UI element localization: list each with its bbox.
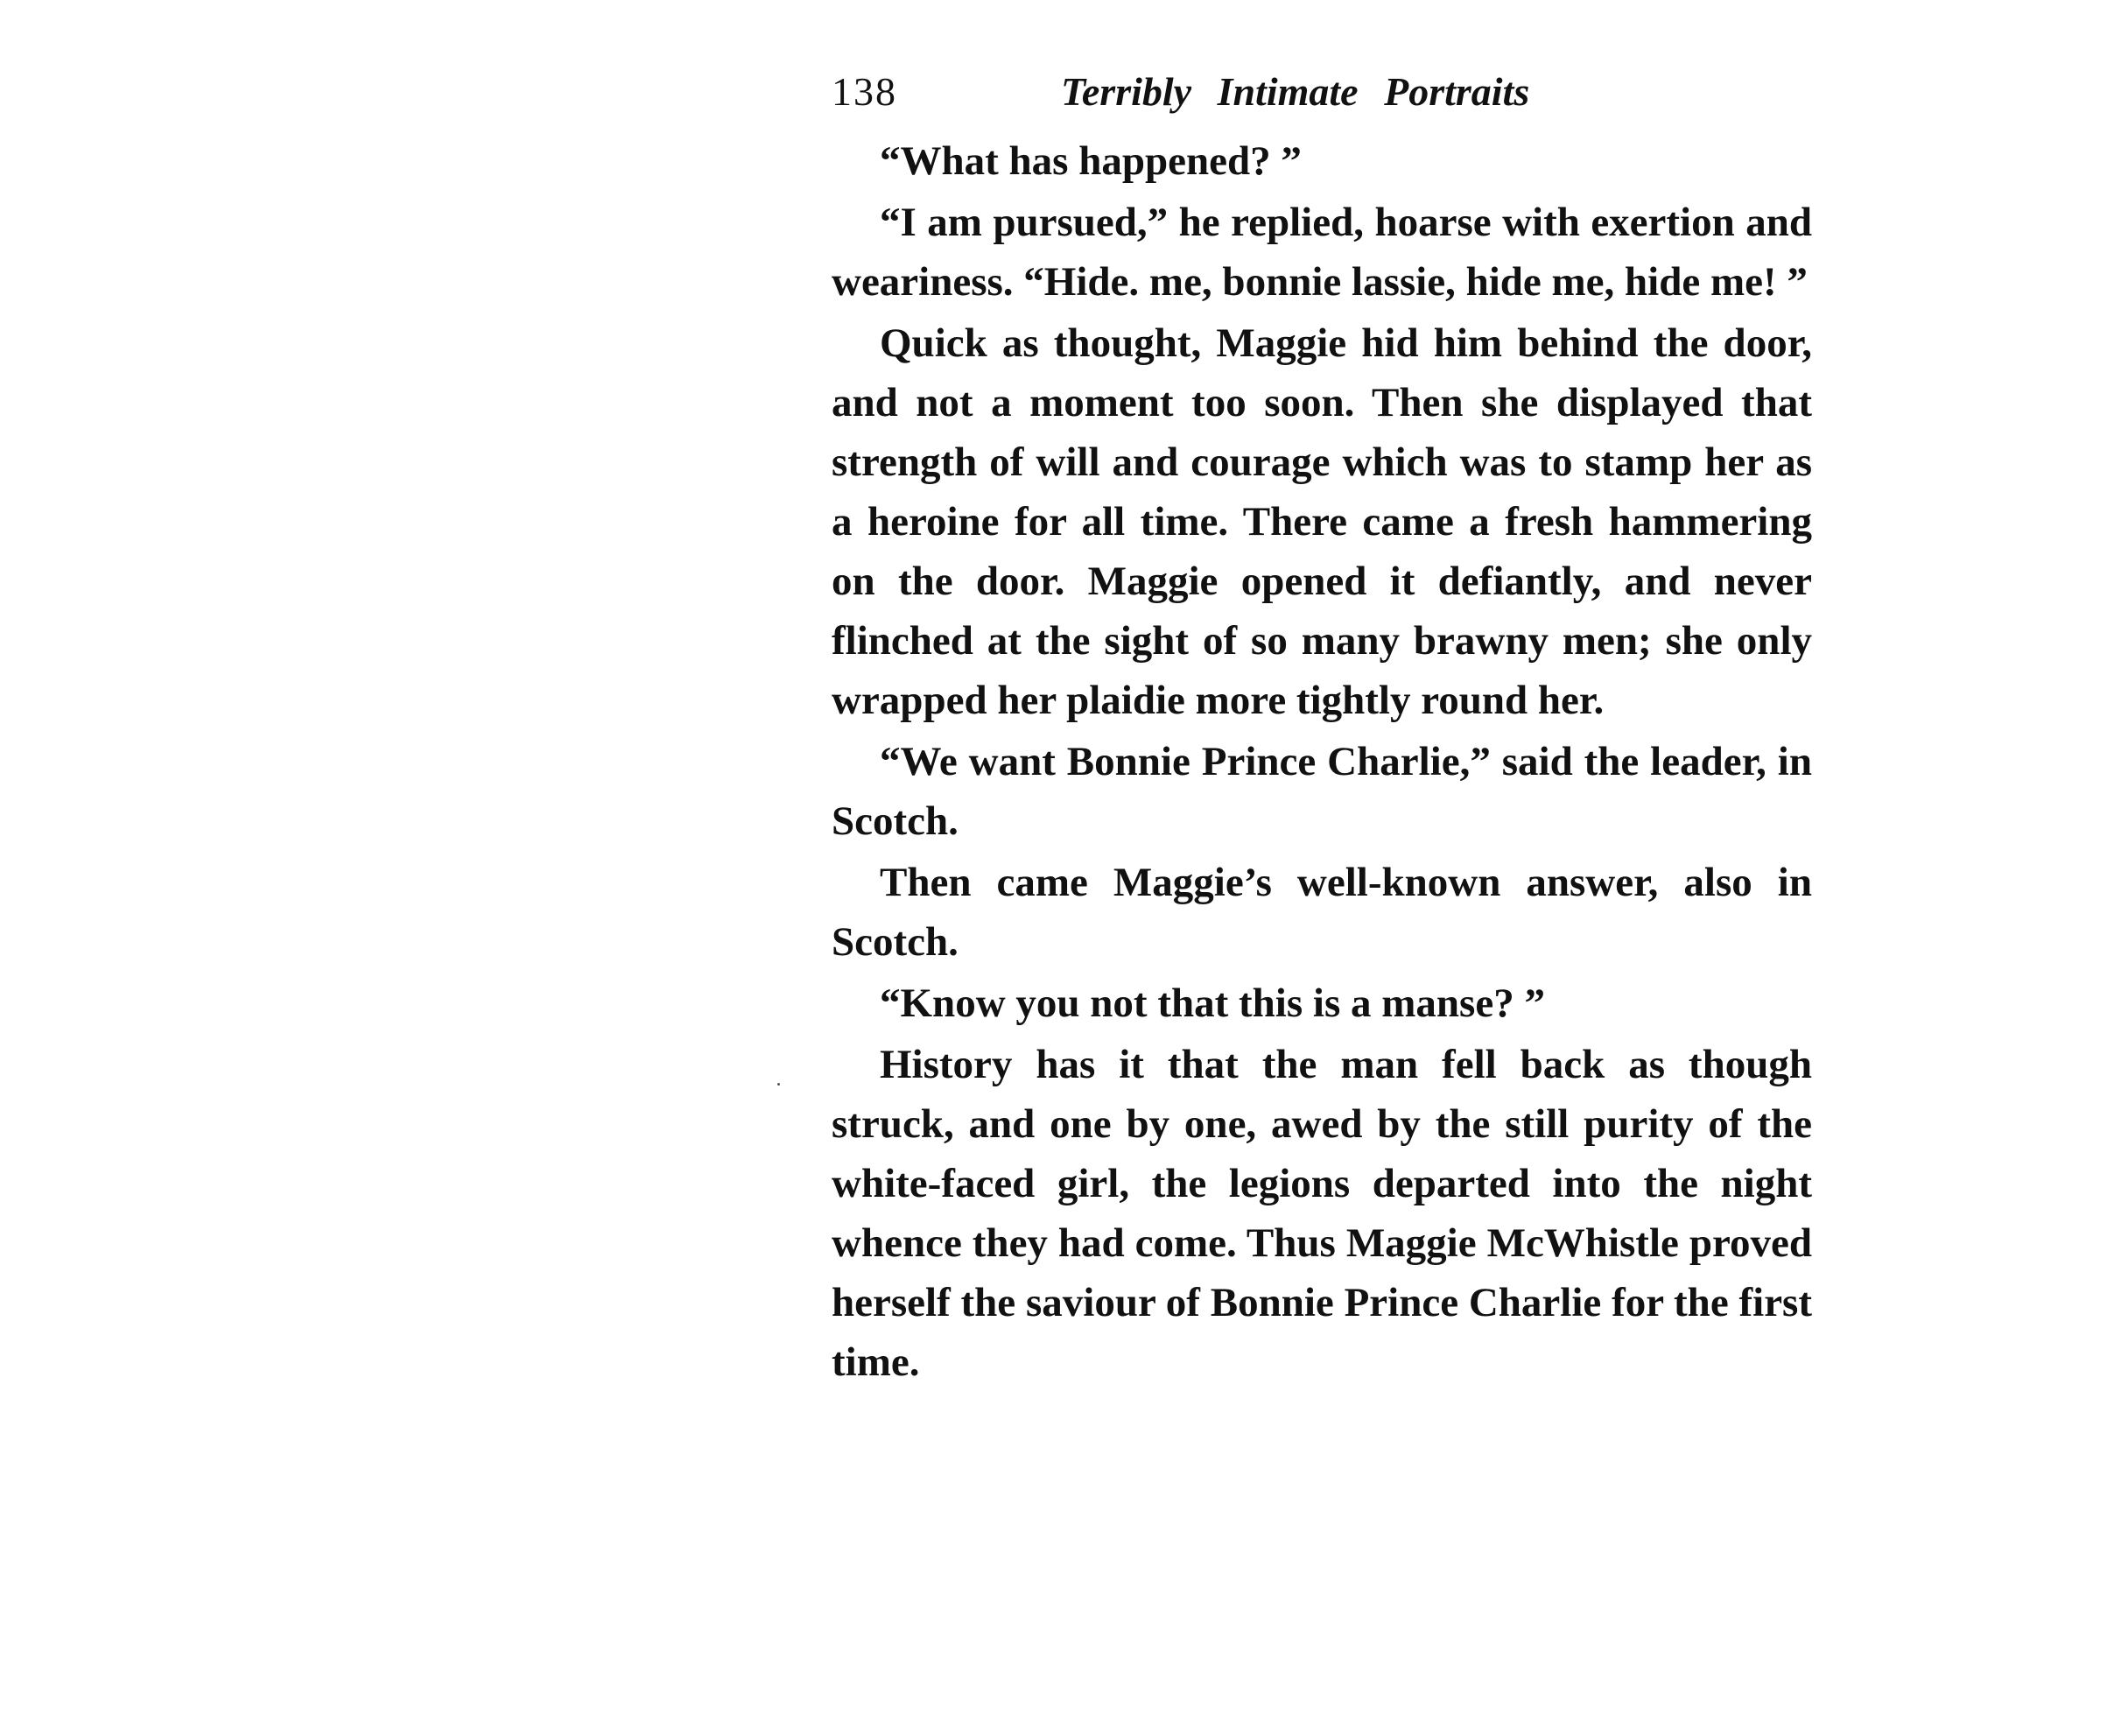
paragraph: “We want Bonnie Prince Charlie,” said the leader, in Scotch.: [832, 739, 1812, 844]
page-number: 138: [832, 69, 897, 114]
paragraph: Then came Maggie’s well-known answer, also in Scotch.: [832, 860, 1812, 965]
paragraph: Quick as thought, Maggie hid him behind the door, and not a moment too soon. Then she displayed that strength of will and courage which was to stamp her as a heroine for all time. There came a fresh hammering on the door. Maggie opened it defiantly, and never flinched at the sight of so many brawny men; she only wrapped her plaidie more tightly round her.: [832, 320, 1812, 723]
paragraph: “What has happened? ”: [880, 138, 1302, 184]
paragraph: “Know you not that this is a manse? ”: [880, 980, 1545, 1026]
page-body: [832, 131, 1812, 1392]
page-header: [832, 61, 1812, 123]
running-title: Terribly Intimate Portraits: [1061, 69, 1530, 114]
book-page: [832, 61, 1812, 1394]
paragraph: History has it that the man fell back as though struck, and one by one, awed by the still purity of the white-faced girl, the legions departed into the night whence they had come. Thus Maggie McWhistle proved herself the saviour of Bonnie Prince Charlie for the first time.: [832, 1042, 1812, 1385]
paragraph: “I am pursued,” he replied, hoarse with exertion and weariness. “Hide. me, bonnie lassie, hide me, hide me! ”: [832, 200, 1812, 305]
scan-speck: [777, 1083, 780, 1086]
